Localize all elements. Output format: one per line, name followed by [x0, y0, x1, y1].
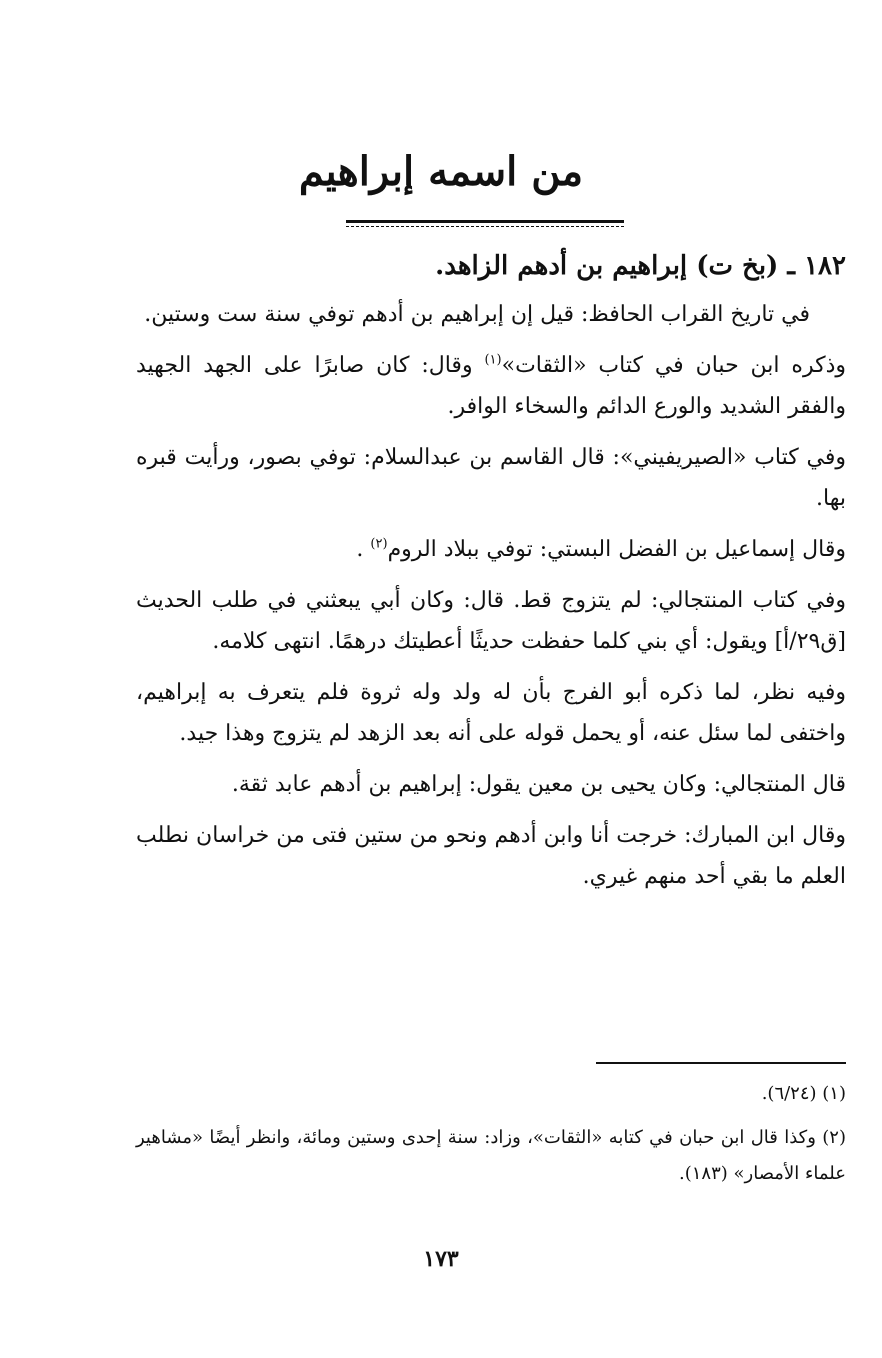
footnote-separator — [596, 1062, 846, 1064]
footnote-1: (١) (٦/٢٤). — [761, 1083, 846, 1104]
paragraph-2-start: وذكره ابن حبان في كتاب «الثقات» — [501, 353, 846, 378]
paragraph-4-start: وقال إسماعيل بن الفضل البستي: توفي ببلاد الروم — [387, 537, 846, 562]
footnote-2: (٢) وكذا قال ابن حبان في كتابه «الثقات»، وزاد: سنة إحدى وستين ومائة، وانظر أيضًا «مشاهير علماء الأمصار» (١٨٣). — [136, 1127, 846, 1184]
footnote-ref-2: (٢) — [370, 536, 388, 552]
paragraph-2 — [136, 345, 846, 427]
paragraph-4 — [136, 529, 846, 570]
paragraph-7: قال المنتجالي: وكان يحيى بن معين يقول: إبراهيم بن أدهم عابد ثقة. — [231, 772, 846, 797]
paragraph-4-end: . — [356, 537, 371, 562]
paragraph-1: في تاريخ القراب الحافظ: قيل إن إبراهيم بن أدهم توفي سنة ست وستين. — [144, 302, 810, 327]
main-text — [136, 244, 846, 907]
paragraph-2-end: وقال: كان صابرًا على الجهد الجهيد والفقر الشديد والورع الدائم والسخاء الوافر. — [136, 353, 846, 419]
footnote-ref-1: (١) — [484, 352, 502, 368]
page-number: ١٧٣ — [423, 1246, 459, 1272]
paragraph-5: وفي كتاب المنتجالي: لم يتزوج قط. قال: وكان أبي يبعثني في طلب الحديث [ق٢٩/أ] ويقول: أي بني كلما حفظت حديثًا أعطيتك درهمًا. انتهى كلامه. — [136, 588, 846, 654]
footnotes — [136, 1076, 846, 1200]
chapter-title: من اسمه إبراهيم — [298, 148, 584, 195]
title-underline — [346, 220, 624, 223]
paragraph-6: وفيه نظر، لما ذكره أبو الفرج بأن له ولد وله ثروة فلم يتعرف به إبراهيم، واختفى لما سئل عنه، أو يحمل قوله على أنه بعد الزهد لم يتزوج وهذا جيد. — [136, 680, 846, 746]
title-underline-decoration — [346, 226, 624, 227]
paragraph-8: وقال ابن المبارك: خرجت أنا وابن أدهم ونحو من ستين فتى من خراسان نطلب العلم ما بقي أحد منهم غيري. — [136, 823, 846, 889]
paragraph-3: وفي كتاب «الصيريفيني»: قال القاسم بن عبدالسلام: توفي بصور، ورأيت قبره بها. — [136, 445, 846, 511]
entry-heading: ١٨٢ ـ (بخ ت) إبراهيم بن أدهم الزاهد. — [435, 251, 846, 281]
